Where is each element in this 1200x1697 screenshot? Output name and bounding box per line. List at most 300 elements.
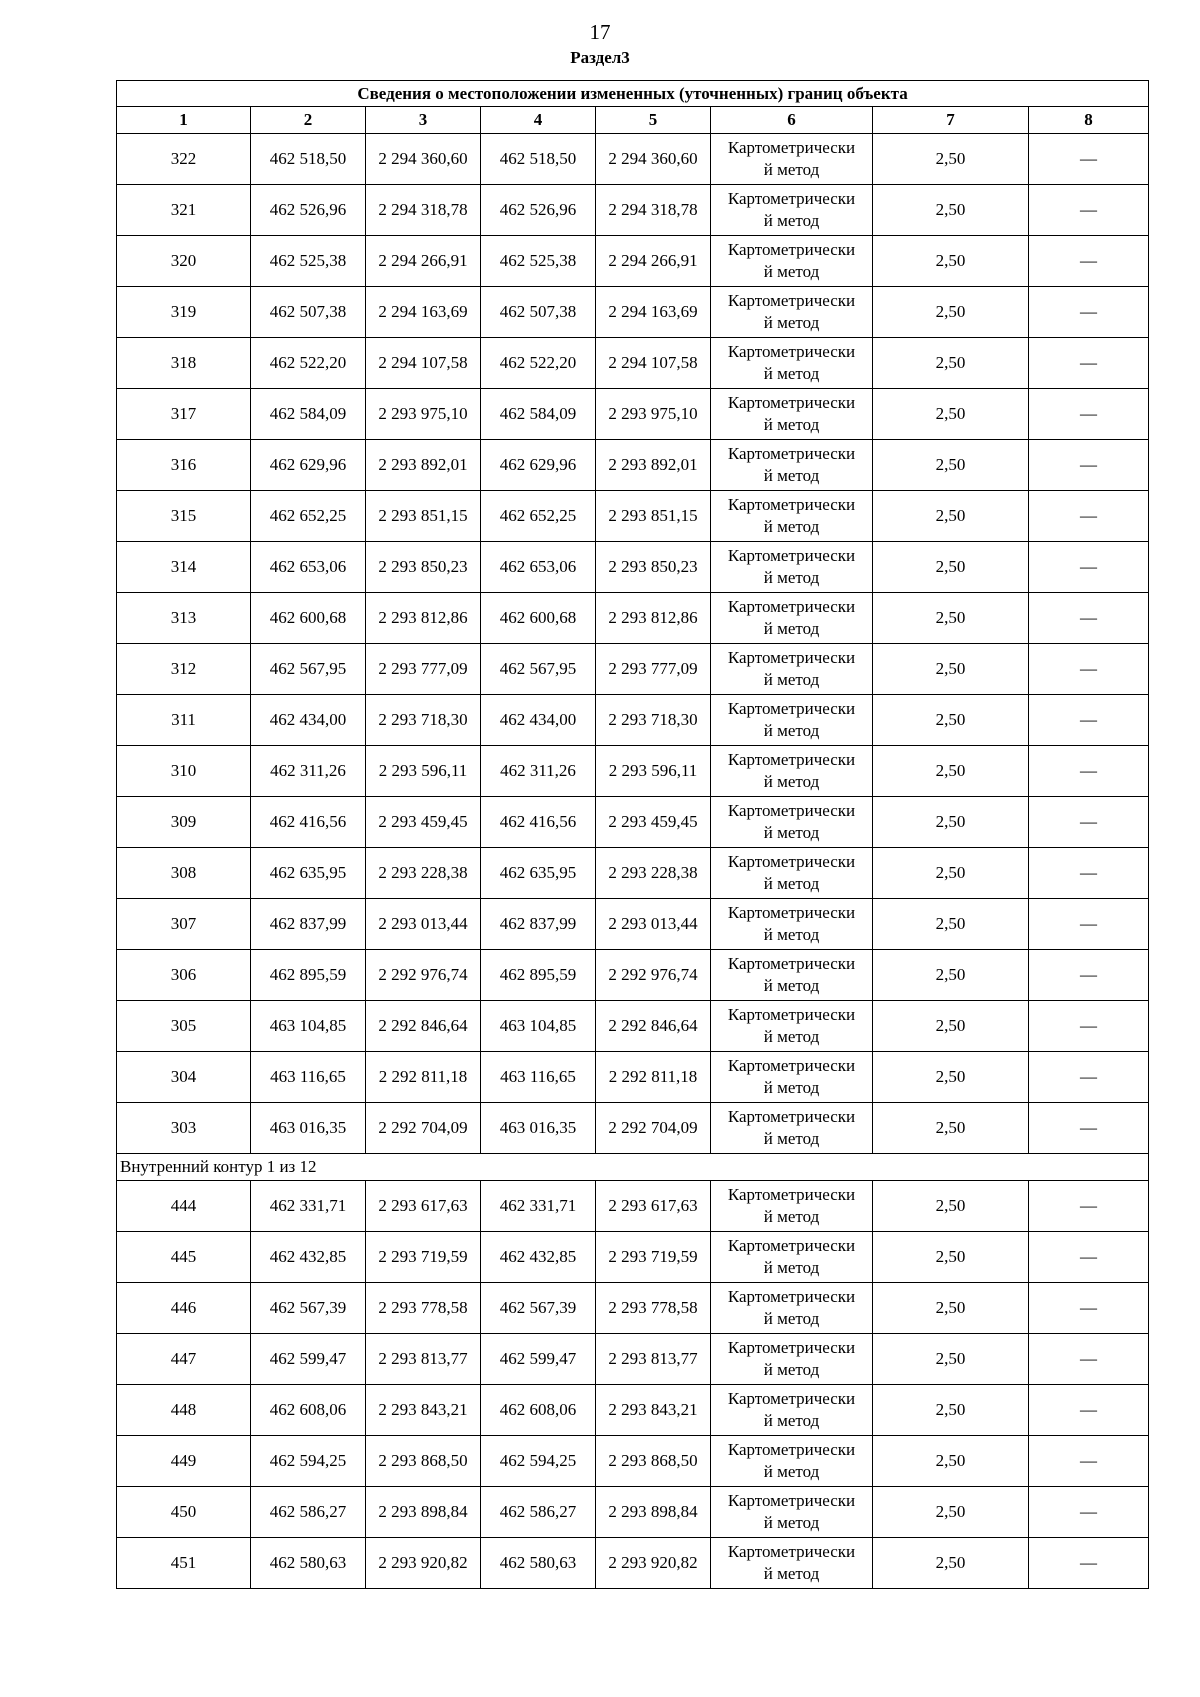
method-text: й метод xyxy=(763,160,820,179)
table-cell: 317 xyxy=(117,389,251,440)
method-text: Картометрически xyxy=(727,393,856,412)
table-cell: 2 294 107,58 xyxy=(366,338,481,389)
table-cell: 2 293 777,09 xyxy=(366,644,481,695)
method-text: Картометрически xyxy=(727,1542,856,1561)
table-cell: 2 293 228,38 xyxy=(366,848,481,899)
column-header: 5 xyxy=(596,107,711,134)
table-cell: 462 586,27 xyxy=(251,1487,366,1538)
table-cell: 2,50 xyxy=(873,695,1029,746)
method-text: Картометрически xyxy=(727,1338,856,1357)
table-cell: — xyxy=(1029,185,1149,236)
table-cell: 312 xyxy=(117,644,251,695)
table-cell: 2 294 318,78 xyxy=(596,185,711,236)
table-cell: 462 594,25 xyxy=(251,1436,366,1487)
method-cell xyxy=(711,1283,873,1334)
method-text: й метод xyxy=(763,1258,820,1277)
table-cell: 2,50 xyxy=(873,287,1029,338)
table-cell: 2 293 812,86 xyxy=(366,593,481,644)
table-cell: 2 293 777,09 xyxy=(596,644,711,695)
table-cell: 2 293 843,21 xyxy=(596,1385,711,1436)
table-cell: 2 292 704,09 xyxy=(366,1103,481,1154)
table-row xyxy=(117,1487,1149,1538)
table-cell: 2 293 596,11 xyxy=(596,746,711,797)
table-cell: 2 293 812,86 xyxy=(596,593,711,644)
table-cell: 2,50 xyxy=(873,1052,1029,1103)
table-cell: — xyxy=(1029,1001,1149,1052)
table-row xyxy=(117,134,1149,185)
table-cell: 463 104,85 xyxy=(251,1001,366,1052)
table-cell: 462 416,56 xyxy=(481,797,596,848)
method-text: Картометрически xyxy=(727,1005,856,1024)
table-cell: 2,50 xyxy=(873,1487,1029,1538)
table-cell: 463 016,35 xyxy=(481,1103,596,1154)
table-cell: 462 600,68 xyxy=(251,593,366,644)
table-cell: 2 293 719,59 xyxy=(596,1232,711,1283)
method-text: Картометрически xyxy=(727,138,856,157)
method-text: Картометрически xyxy=(727,903,856,922)
method-cell xyxy=(711,695,873,746)
method-cell xyxy=(711,338,873,389)
table-cell: — xyxy=(1029,440,1149,491)
column-header: 1 xyxy=(117,107,251,134)
table-cell: 462 837,99 xyxy=(251,899,366,950)
method-text: Картометрически xyxy=(727,189,856,208)
method-text: Картометрически xyxy=(727,546,856,565)
method-cell xyxy=(711,848,873,899)
table-cell: 2 293 013,44 xyxy=(596,899,711,950)
table-row xyxy=(117,1334,1149,1385)
table-cell: 2 292 846,64 xyxy=(596,1001,711,1052)
table-cell: 462 434,00 xyxy=(481,695,596,746)
table-cell: 2 293 596,11 xyxy=(366,746,481,797)
table-cell: — xyxy=(1029,950,1149,1001)
table-cell: 306 xyxy=(117,950,251,1001)
table-cell: 2 293 898,84 xyxy=(366,1487,481,1538)
method-text: Картометрически xyxy=(727,750,856,769)
table-cell: 462 580,63 xyxy=(251,1538,366,1589)
table-cell: 2 293 920,82 xyxy=(366,1538,481,1589)
method-cell xyxy=(711,1436,873,1487)
table-cell: 462 629,96 xyxy=(481,440,596,491)
table-cell: 307 xyxy=(117,899,251,950)
table-cell: 462 584,09 xyxy=(481,389,596,440)
method-text: й метод xyxy=(763,772,820,791)
table-row xyxy=(117,1538,1149,1589)
table-cell: 2 293 228,38 xyxy=(596,848,711,899)
method-text: Картометрически xyxy=(727,1185,856,1204)
method-cell xyxy=(711,950,873,1001)
table-cell: 462 525,38 xyxy=(481,236,596,287)
method-text: Картометрически xyxy=(727,444,856,463)
table-cell: 2 293 813,77 xyxy=(366,1334,481,1385)
table-cell: 322 xyxy=(117,134,251,185)
table-cell: 462 599,47 xyxy=(251,1334,366,1385)
table-cell: 2,50 xyxy=(873,185,1029,236)
table-cell: 462 331,71 xyxy=(481,1181,596,1232)
table-cell: 462 895,59 xyxy=(251,950,366,1001)
table-cell: — xyxy=(1029,236,1149,287)
table-cell: 313 xyxy=(117,593,251,644)
method-text: й метод xyxy=(763,721,820,740)
table-cell: 450 xyxy=(117,1487,251,1538)
method-text: Картометрически xyxy=(727,801,856,820)
table-cell: 2 294 107,58 xyxy=(596,338,711,389)
method-text: й метод xyxy=(763,313,820,332)
method-cell xyxy=(711,1181,873,1232)
method-text: Картометрически xyxy=(727,291,856,310)
method-cell xyxy=(711,134,873,185)
table-row xyxy=(117,1052,1149,1103)
table-cell: — xyxy=(1029,1538,1149,1589)
method-text: й метод xyxy=(763,466,820,485)
method-text: й метод xyxy=(763,1564,820,1583)
method-cell xyxy=(711,440,873,491)
table-cell: 319 xyxy=(117,287,251,338)
table-cell: 2,50 xyxy=(873,1538,1029,1589)
table-cell: 304 xyxy=(117,1052,251,1103)
table-row xyxy=(117,440,1149,491)
table-cell: 2 293 851,15 xyxy=(596,491,711,542)
method-cell xyxy=(711,185,873,236)
method-text: Картометрически xyxy=(727,699,856,718)
table-cell: 2 293 718,30 xyxy=(596,695,711,746)
table-cell: 2,50 xyxy=(873,134,1029,185)
method-cell xyxy=(711,797,873,848)
table-cell: — xyxy=(1029,1052,1149,1103)
method-text: й метод xyxy=(763,823,820,842)
table-cell: 2 293 459,45 xyxy=(596,797,711,848)
table-cell: 2 293 850,23 xyxy=(366,542,481,593)
table-cell: — xyxy=(1029,1436,1149,1487)
table-cell: 2 293 459,45 xyxy=(366,797,481,848)
method-cell xyxy=(711,1487,873,1538)
table-row xyxy=(117,491,1149,542)
method-text: й метод xyxy=(763,262,820,281)
table-cell: 2,50 xyxy=(873,1001,1029,1052)
table-cell: 2 294 318,78 xyxy=(366,185,481,236)
table-cell: 2 293 898,84 xyxy=(596,1487,711,1538)
table-cell: 462 311,26 xyxy=(481,746,596,797)
table-row xyxy=(117,287,1149,338)
table-cell: — xyxy=(1029,338,1149,389)
method-cell xyxy=(711,236,873,287)
contour-label: Внутренний контур 1 из 12 xyxy=(117,1154,1149,1181)
table-cell: 2 293 868,50 xyxy=(366,1436,481,1487)
method-cell xyxy=(711,491,873,542)
table-cell: 2,50 xyxy=(873,389,1029,440)
table-cell: 2 294 266,91 xyxy=(366,236,481,287)
method-text: й метод xyxy=(763,1360,820,1379)
table-cell: — xyxy=(1029,287,1149,338)
method-text: й метод xyxy=(763,211,820,230)
table-cell: 462 635,95 xyxy=(251,848,366,899)
table-cell: 2 293 851,15 xyxy=(366,491,481,542)
method-text: й метод xyxy=(763,364,820,383)
table-row xyxy=(117,1103,1149,1154)
table-cell: 462 522,20 xyxy=(251,338,366,389)
method-text: й метод xyxy=(763,874,820,893)
table-cell: 462 599,47 xyxy=(481,1334,596,1385)
table-cell: 2 293 617,63 xyxy=(366,1181,481,1232)
column-header: 6 xyxy=(711,107,873,134)
method-cell xyxy=(711,899,873,950)
method-text: Картометрически xyxy=(727,495,856,514)
table-cell: 2 293 975,10 xyxy=(366,389,481,440)
table-cell: — xyxy=(1029,848,1149,899)
table-cell: 462 586,27 xyxy=(481,1487,596,1538)
table-cell: 2 293 868,50 xyxy=(596,1436,711,1487)
table-cell: 462 522,20 xyxy=(481,338,596,389)
table-cell: — xyxy=(1029,1181,1149,1232)
method-cell xyxy=(711,1001,873,1052)
method-text: й метод xyxy=(763,568,820,587)
column-header-row xyxy=(117,107,1149,134)
table-row xyxy=(117,644,1149,695)
method-text: й метод xyxy=(763,1309,820,1328)
table-cell: 2 293 892,01 xyxy=(366,440,481,491)
table-cell: 2 293 843,21 xyxy=(366,1385,481,1436)
table-cell: 320 xyxy=(117,236,251,287)
method-cell xyxy=(711,593,873,644)
table-cell: 462 895,59 xyxy=(481,950,596,1001)
table-cell: 310 xyxy=(117,746,251,797)
method-cell xyxy=(711,287,873,338)
method-cell xyxy=(711,542,873,593)
table-cell: — xyxy=(1029,1385,1149,1436)
method-text: Картометрически xyxy=(727,1389,856,1408)
method-text: й метод xyxy=(763,1027,820,1046)
table-cell: — xyxy=(1029,134,1149,185)
table-cell: 2,50 xyxy=(873,644,1029,695)
coordinates-table xyxy=(116,80,1149,1589)
table-row xyxy=(117,1001,1149,1052)
table-cell: 2 292 976,74 xyxy=(366,950,481,1001)
table-row xyxy=(117,389,1149,440)
table-cell: — xyxy=(1029,542,1149,593)
table-cell: 2,50 xyxy=(873,542,1029,593)
method-cell xyxy=(711,1103,873,1154)
table-cell: 2,50 xyxy=(873,848,1029,899)
table-row xyxy=(117,1181,1149,1232)
table-cell: 2 293 718,30 xyxy=(366,695,481,746)
column-header: 4 xyxy=(481,107,596,134)
table-row xyxy=(117,1232,1149,1283)
table-cell: 451 xyxy=(117,1538,251,1589)
method-cell xyxy=(711,1052,873,1103)
table-cell: 462 653,06 xyxy=(481,542,596,593)
table-cell: 462 567,95 xyxy=(481,644,596,695)
table-cell: 462 652,25 xyxy=(481,491,596,542)
table-cell: 2 293 850,23 xyxy=(596,542,711,593)
table-cell: 444 xyxy=(117,1181,251,1232)
table-cell: 314 xyxy=(117,542,251,593)
column-header: 2 xyxy=(251,107,366,134)
table-cell: 2,50 xyxy=(873,338,1029,389)
table-row xyxy=(117,950,1149,1001)
method-text: й метод xyxy=(763,1078,820,1097)
table-row xyxy=(117,338,1149,389)
table-cell: 462 507,38 xyxy=(481,287,596,338)
table-cell: 447 xyxy=(117,1334,251,1385)
table-cell: 462 311,26 xyxy=(251,746,366,797)
table-cell: 462 567,39 xyxy=(251,1283,366,1334)
table-cell: 2,50 xyxy=(873,1385,1029,1436)
table-cell: 462 507,38 xyxy=(251,287,366,338)
table-cell: — xyxy=(1029,1232,1149,1283)
table-cell: 2 292 811,18 xyxy=(366,1052,481,1103)
table-cell: 462 518,50 xyxy=(481,134,596,185)
table-row xyxy=(117,1283,1149,1334)
table-cell: 462 518,50 xyxy=(251,134,366,185)
table-cell: — xyxy=(1029,1283,1149,1334)
table-cell: 462 635,95 xyxy=(481,848,596,899)
table-cell: 463 104,85 xyxy=(481,1001,596,1052)
method-text: й метод xyxy=(763,670,820,689)
table-cell: 2,50 xyxy=(873,593,1029,644)
table-cell: 462 584,09 xyxy=(251,389,366,440)
table-cell: — xyxy=(1029,797,1149,848)
table-cell: 462 608,06 xyxy=(251,1385,366,1436)
table-row xyxy=(117,593,1149,644)
table-row xyxy=(117,848,1149,899)
method-text: й метод xyxy=(763,1513,820,1532)
table-cell: 462 434,00 xyxy=(251,695,366,746)
table-cell: 462 580,63 xyxy=(481,1538,596,1589)
table-cell: 2 293 892,01 xyxy=(596,440,711,491)
column-header: 3 xyxy=(366,107,481,134)
table-cell: — xyxy=(1029,644,1149,695)
table-cell: 2,50 xyxy=(873,440,1029,491)
method-cell xyxy=(711,1385,873,1436)
method-text: Картометрически xyxy=(727,852,856,871)
method-text: й метод xyxy=(763,976,820,995)
table-cell: 2 293 778,58 xyxy=(366,1283,481,1334)
table-cell: 2,50 xyxy=(873,797,1029,848)
table-cell: 463 116,65 xyxy=(481,1052,596,1103)
table-row xyxy=(117,542,1149,593)
table-cell: 2 293 719,59 xyxy=(366,1232,481,1283)
table-cell: 303 xyxy=(117,1103,251,1154)
column-header: 8 xyxy=(1029,107,1149,134)
table-cell: 446 xyxy=(117,1283,251,1334)
table-cell: 449 xyxy=(117,1436,251,1487)
table-cell: — xyxy=(1029,1487,1149,1538)
method-text: Картометрически xyxy=(727,1287,856,1306)
section-title: Раздел3 xyxy=(570,48,630,67)
table-row xyxy=(117,797,1149,848)
table-row xyxy=(117,1436,1149,1487)
table-cell: 2 292 846,64 xyxy=(366,1001,481,1052)
method-text: й метод xyxy=(763,415,820,434)
table-cell: 316 xyxy=(117,440,251,491)
table-cell: 2 292 976,74 xyxy=(596,950,711,1001)
method-text: Картометрически xyxy=(727,1236,856,1255)
table-cell: 448 xyxy=(117,1385,251,1436)
table-cell: 462 567,95 xyxy=(251,644,366,695)
table-cell: 309 xyxy=(117,797,251,848)
table-cell: 2 292 811,18 xyxy=(596,1052,711,1103)
table-cell: 2,50 xyxy=(873,1181,1029,1232)
table-cell: 462 525,38 xyxy=(251,236,366,287)
table-cell: — xyxy=(1029,695,1149,746)
table-caption-row xyxy=(117,81,1149,107)
table-cell: — xyxy=(1029,389,1149,440)
table-cell: 2,50 xyxy=(873,1103,1029,1154)
table-row xyxy=(117,695,1149,746)
table-cell: 2,50 xyxy=(873,899,1029,950)
table-cell: 2,50 xyxy=(873,1334,1029,1385)
table-cell: 2 293 975,10 xyxy=(596,389,711,440)
table-cell: 462 331,71 xyxy=(251,1181,366,1232)
table-cell: — xyxy=(1029,593,1149,644)
method-text: й метод xyxy=(763,517,820,536)
table-cell: 462 652,25 xyxy=(251,491,366,542)
method-text: Картометрически xyxy=(727,1491,856,1510)
method-cell xyxy=(711,1538,873,1589)
table-cell: 463 116,65 xyxy=(251,1052,366,1103)
method-text: Картометрически xyxy=(727,1056,856,1075)
method-text: Картометрически xyxy=(727,342,856,361)
method-text: й метод xyxy=(763,619,820,638)
table-cell: 2 294 360,60 xyxy=(596,134,711,185)
method-cell xyxy=(711,746,873,797)
table-cell: 462 416,56 xyxy=(251,797,366,848)
table-cell: 2,50 xyxy=(873,1436,1029,1487)
table-cell: 311 xyxy=(117,695,251,746)
method-text: й метод xyxy=(763,1207,820,1226)
table-row xyxy=(117,236,1149,287)
method-text: Картометрически xyxy=(727,648,856,667)
table-cell: 463 016,35 xyxy=(251,1103,366,1154)
table-cell: 462 432,85 xyxy=(481,1232,596,1283)
method-cell xyxy=(711,644,873,695)
method-text: й метод xyxy=(763,1411,820,1430)
table-cell: — xyxy=(1029,746,1149,797)
table-cell: — xyxy=(1029,1103,1149,1154)
table-row xyxy=(117,746,1149,797)
table-cell: 2,50 xyxy=(873,236,1029,287)
table-cell: 321 xyxy=(117,185,251,236)
table-cell: 305 xyxy=(117,1001,251,1052)
table-cell: 2,50 xyxy=(873,1283,1029,1334)
method-cell xyxy=(711,1232,873,1283)
table-cell: — xyxy=(1029,491,1149,542)
table-cell: 2 293 920,82 xyxy=(596,1538,711,1589)
table-row xyxy=(117,899,1149,950)
table-cell: 2 293 778,58 xyxy=(596,1283,711,1334)
table-cell: 2,50 xyxy=(873,746,1029,797)
table-cell: — xyxy=(1029,899,1149,950)
table-cell: 2 292 704,09 xyxy=(596,1103,711,1154)
method-text: Картометрически xyxy=(727,597,856,616)
page-number: 17 xyxy=(589,20,611,44)
table-cell: 462 629,96 xyxy=(251,440,366,491)
method-text: Картометрически xyxy=(727,240,856,259)
table-cell: 2,50 xyxy=(873,1232,1029,1283)
table-cell: 445 xyxy=(117,1232,251,1283)
table-caption: Сведения о местоположении измененных (уточненных) границ объекта xyxy=(117,81,1149,107)
table-cell: 462 608,06 xyxy=(481,1385,596,1436)
method-cell xyxy=(711,1334,873,1385)
table-cell: 2 293 617,63 xyxy=(596,1181,711,1232)
method-text: Картометрически xyxy=(727,1107,856,1126)
table-row xyxy=(117,1385,1149,1436)
table-cell: 2,50 xyxy=(873,950,1029,1001)
table-cell: 462 600,68 xyxy=(481,593,596,644)
method-text: й метод xyxy=(763,1462,820,1481)
table-cell: 308 xyxy=(117,848,251,899)
table-cell: 2 294 163,69 xyxy=(366,287,481,338)
